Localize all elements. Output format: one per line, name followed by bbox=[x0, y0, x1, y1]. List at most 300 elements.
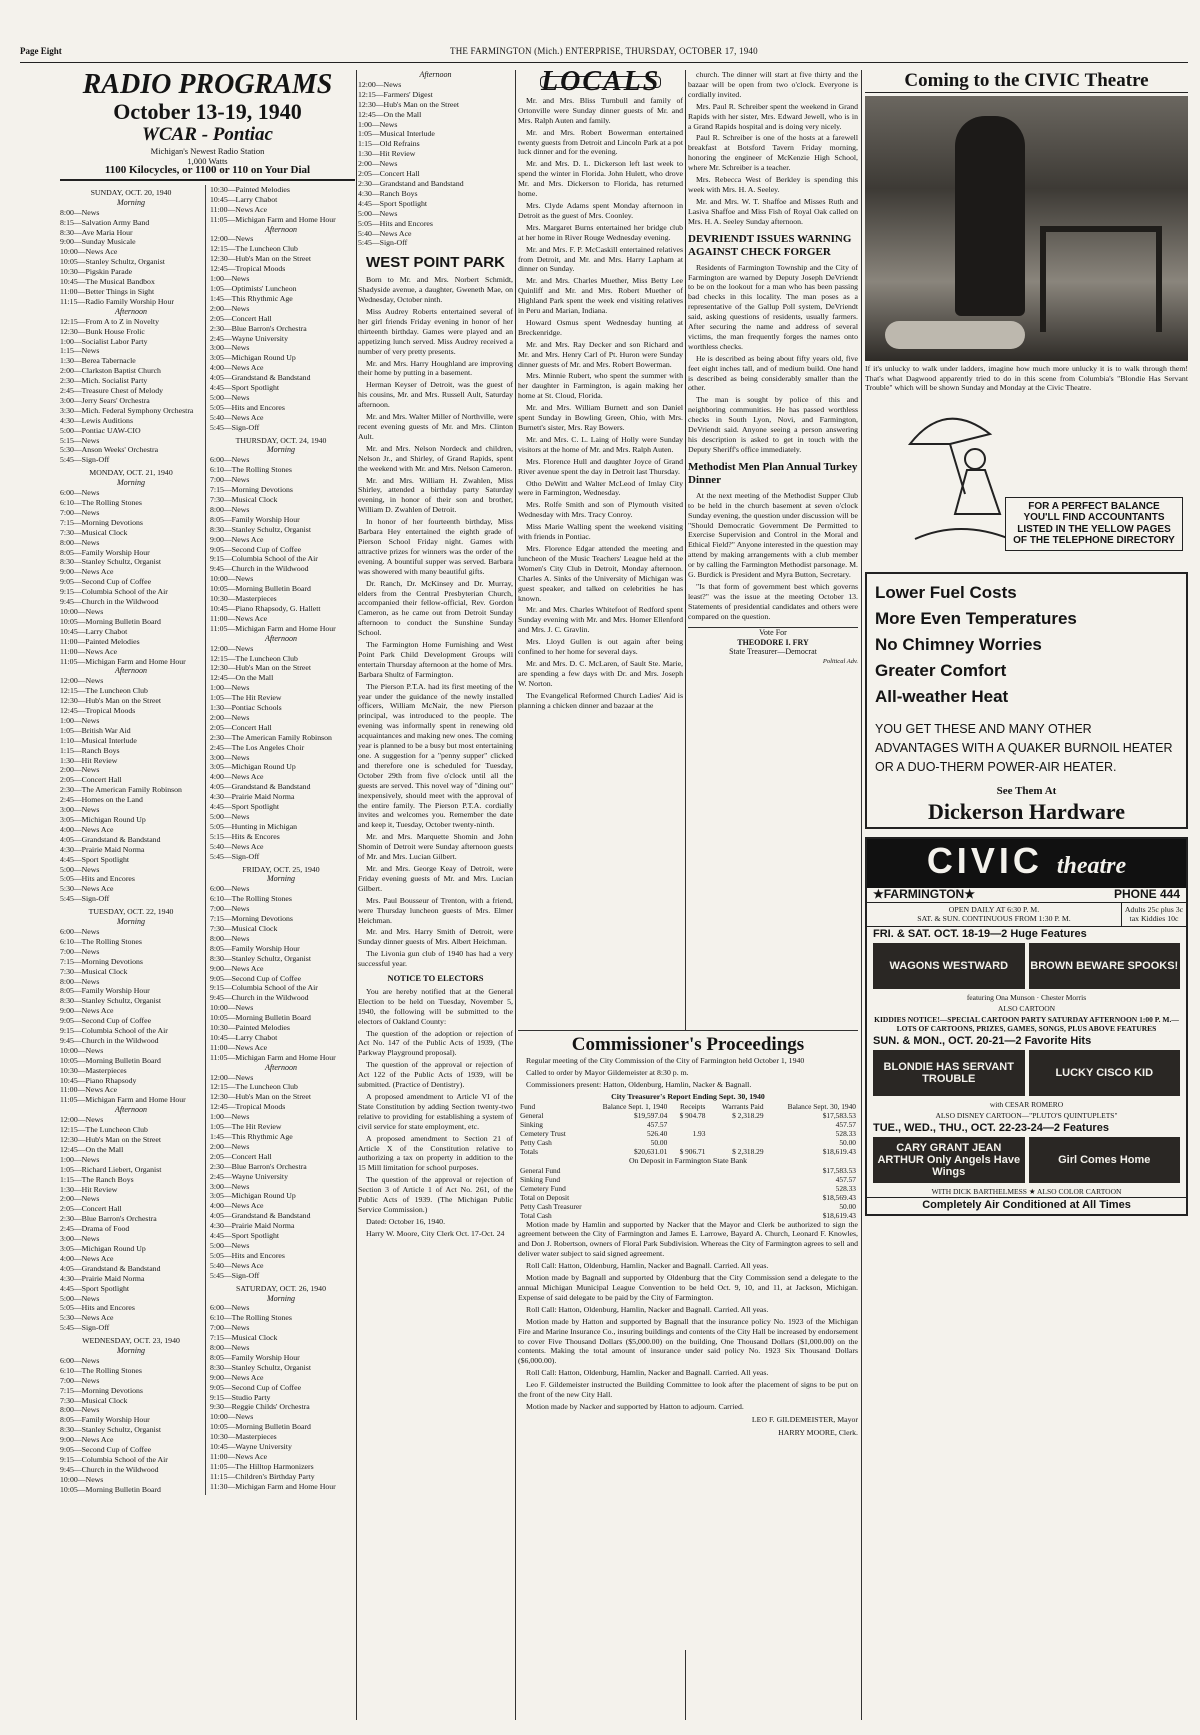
program-entry: 11:00—News Ace bbox=[210, 1042, 268, 1052]
program-entry: 9:00—News Ace bbox=[210, 963, 264, 973]
adv-note: Political Adv. bbox=[822, 658, 858, 666]
program-entry: 2:30—Blue Barron's Orchestra bbox=[60, 1214, 157, 1224]
program-entry: 12:00—News bbox=[210, 234, 254, 244]
paragraph: Mrs. Paul R. Schreiber spent the weekend in Grand Rapids with her sister, Mrs. Edward Jewell, who is in a Grand Rapids hospital and is doing very nicely. bbox=[688, 101, 858, 131]
program-entry: 8:30—Ave Maria Hour bbox=[60, 227, 133, 237]
program-entry: 3:05—Michigan Round Up bbox=[210, 762, 296, 772]
umbrella-woman-illustration bbox=[905, 404, 1015, 554]
paragraph: Mrs. Florence Edgar attended the meeting and luncheon of the Music Teachers' League held at the Women's City Club in Detroit, Monday afternoon. Charles A. Sinks of the University of Michigan was guest speaker, and talked on celebrities he has known. bbox=[518, 543, 683, 603]
program-entry: 2:45—Drama of Food bbox=[60, 1224, 130, 1234]
paragraph: Mr. and Mrs. Walter Miller of Northville, were recent evening guests of Mr. and Mrs. Clinton Ault. bbox=[358, 412, 513, 441]
table-row bbox=[518, 1120, 858, 1129]
locals-heading: LOCALS bbox=[541, 70, 661, 97]
program-entry: 1:00—News bbox=[358, 119, 398, 129]
paragraph: Roll Call: Hatton, Oldenburg, Hamlin, Nacker and Bagnall. Carried. All yeas. bbox=[526, 1304, 769, 1314]
program-entry: 9:00—News Ace bbox=[210, 534, 264, 544]
ads-column bbox=[865, 70, 1188, 1725]
program-entry: 3:00—News bbox=[60, 805, 100, 815]
paragraph: Mrs. Paul Bousseur of Trenton, with a friend, were Thursday luncheon guests of Mrs. Elmer Heichman. bbox=[358, 895, 513, 925]
program-entry: 4:30—Prairie Maid Norma bbox=[210, 792, 295, 802]
program-entry: 3:00—Jerry Sears' Orchestra bbox=[60, 395, 150, 405]
program-entry: 5:00—News bbox=[210, 392, 250, 402]
program-entry: 5:45—Sign-Off bbox=[60, 894, 110, 904]
mayor-signature: LEO F. GILDEMEISTER, Mayor bbox=[751, 1414, 858, 1424]
film-blondie: BLONDIE HAS SERVANT TROUBLE bbox=[873, 1050, 1025, 1096]
paragraph: The question of the adoption or rejection of Act No. 147 of the Public Acts of 1939, (The Parkway Playground proposal). bbox=[358, 1028, 513, 1058]
program-entry: 1:05—Richard Liebert, Organist bbox=[60, 1164, 162, 1174]
table-cell: Petty Cash bbox=[520, 1137, 552, 1147]
program-entry: 10:00—News bbox=[210, 574, 254, 584]
table-row bbox=[518, 1193, 858, 1202]
heater-benefit: Greater Comfort bbox=[875, 660, 1007, 680]
program-entry: 7:15—Morning Devotions bbox=[210, 485, 293, 495]
period-heading: Afternoon bbox=[265, 1062, 297, 1072]
program-entry: 12:45—Tropical Moods bbox=[210, 1102, 286, 1112]
program-entry: 7:30—Musical Clock bbox=[210, 923, 278, 933]
day-heading: TUESDAY, OCT. 22, 1940 bbox=[88, 907, 174, 917]
radio-tagline: Michigan's Newest Radio Station bbox=[150, 146, 265, 156]
paragraph: Miss Audrey Roberts entertained several of her girl friends Friday evening in honor of her thirteenth birthday. Games were played and an appetizing lunch served. Miss Audrey received a number of very pretty presents. bbox=[358, 307, 513, 356]
program-entry: 7:30—Musical Clock bbox=[60, 527, 128, 537]
commissioners-proceedings bbox=[518, 1030, 858, 1650]
program-entry: 2:00—Clarkston Baptist Church bbox=[60, 366, 161, 376]
program-entry: 3:05—Michigan Round Up bbox=[60, 1243, 146, 1253]
program-entry: 12:15—The Luncheon Club bbox=[210, 653, 298, 663]
afternoon-list bbox=[358, 80, 513, 248]
paragraph: The question of the approval or rejection of Section 3 of Article 1 of Act No. 261, of the Public Acts of 1939. (The Michigan Public Service Commission.) bbox=[358, 1175, 513, 1214]
program-entry: 10:05—Morning Bulletin Board bbox=[210, 584, 311, 594]
program-entry: 6:00—News bbox=[60, 488, 100, 498]
program-entry: 2:00—News bbox=[60, 765, 100, 775]
table-cell: 457.57 bbox=[835, 1119, 856, 1129]
column-rule bbox=[356, 70, 357, 1720]
radio-power: 1,000 Watts bbox=[187, 156, 228, 166]
west-point-park-article bbox=[358, 275, 513, 969]
program-entry: 8:05—Family Worship Hour bbox=[210, 514, 300, 524]
paragraph: The Evangelical Reformed Church Ladies' Aid is planning a chicken dinner and bazaar at the bbox=[518, 690, 683, 710]
program-entry: 5:05—Hits and Encores bbox=[60, 1303, 135, 1313]
paragraph: Motion made by Bagnall and supported by Oldenburg that the City Commission send a delegate to the annual Michigan Municipal League Convention to be held Oct. 9, 10, and 11, at Jackson, Michigan. Expense of said delegate to be paid by the City of Farmington. bbox=[518, 1273, 858, 1302]
table-header-cell: Receipts bbox=[679, 1101, 706, 1111]
program-entry: 7:00—News bbox=[210, 904, 250, 914]
table-cell: $20,631.01 bbox=[634, 1146, 668, 1156]
program-entry: 8:05—Family Worship Hour bbox=[210, 943, 300, 953]
program-entry: 2:05—Concert Hall bbox=[60, 775, 122, 785]
program-entry: 1:05—The Hit Review bbox=[210, 693, 282, 703]
program-entry: 9:05—Second Cup of Coffee bbox=[210, 1382, 302, 1392]
program-entry: 1:30—Hit Review bbox=[60, 755, 118, 765]
table-cell: 528.33 bbox=[835, 1183, 856, 1193]
program-entry: 6:10—The Rolling Stones bbox=[60, 1365, 142, 1375]
period-heading: Afternoon bbox=[115, 306, 147, 316]
heater-benefit: More Even Temperatures bbox=[875, 608, 1077, 628]
program-entry: 9:15—Columbia School of the Air bbox=[60, 1455, 168, 1464]
program-entry: 11:00—News Ace bbox=[60, 1085, 118, 1095]
program-entry: 9:15—Studio Party bbox=[210, 1392, 271, 1402]
program-entry: 12:45—Tropical Moods bbox=[60, 706, 136, 716]
program-entry: 10:05—Stanley Schultz, Organist bbox=[60, 257, 165, 267]
period-heading: Afternoon bbox=[265, 224, 297, 234]
program-entry: 3:00—News bbox=[60, 1234, 100, 1244]
program-entry: 11:05—Michigan Farm and Home Hour bbox=[210, 1052, 336, 1062]
program-entry: 12:00—News bbox=[358, 79, 402, 89]
program-entry: 9:00—News Ace bbox=[60, 1006, 114, 1016]
photo-fallen-man bbox=[885, 321, 1025, 349]
program-entry: 8:30—Stanley Schultz, Organist bbox=[210, 1362, 311, 1372]
program-entry: 8:05—Family Worship Hour bbox=[210, 1352, 300, 1362]
program-entry: 4:30—Prairie Maid Norma bbox=[210, 1221, 295, 1231]
program-entry: 2:05—Concert Hall bbox=[210, 722, 272, 732]
program-entry: 9:15—Columbia School of the Air bbox=[60, 587, 168, 597]
table-cell: $17,583.53 bbox=[822, 1165, 856, 1175]
program-entry: 10:45—Larry Chabot bbox=[210, 194, 278, 204]
program-entry: 4:00—News Ace bbox=[210, 772, 264, 782]
program-entry: 4:45—Sport Spotlight bbox=[210, 1231, 280, 1241]
program-entry: 2:00—News bbox=[210, 303, 250, 313]
period-heading: Morning bbox=[267, 1293, 295, 1303]
table-cell: $19,597.04 bbox=[634, 1110, 668, 1120]
program-entry: 1:30—Berea Tabernacle bbox=[60, 356, 136, 366]
paragraph: Paul R. Schreiber is one of the hosts at a farewell breakfast at Botsford Tavern Friday morning, honoring the engineer of McKenzie High School, where Mr. Schreiber is a teacher. bbox=[688, 133, 858, 173]
program-entry: 4:45—Sport Spotlight bbox=[210, 383, 280, 393]
program-entry: 3:00—News bbox=[210, 752, 250, 762]
paragraph: Mr. and Mrs. Bliss Turnbull and family of Ortonville were Sunday dinner guests of Mr. and Mrs. Ralph Auten and family. bbox=[518, 95, 683, 125]
theatre-hours bbox=[867, 903, 1186, 928]
west-point-park-heading: WEST POINT PARK bbox=[366, 254, 505, 272]
table-cell: 50.00 bbox=[650, 1137, 668, 1147]
day-heading: MONDAY, OCT. 21, 1940 bbox=[89, 468, 173, 478]
program-entry: 10:45—Larry Chabot bbox=[210, 1032, 278, 1042]
program-entry: 10:45—The Musical Bandbox bbox=[60, 277, 155, 287]
paragraph: A proposed amendment to Article VI of the State Constitution by adding Section twenty-two relative to providing for establishing a system of civil service for state employment, etc. bbox=[358, 1092, 513, 1131]
program-entry: 12:00—News bbox=[60, 1115, 104, 1125]
schedule-right bbox=[210, 185, 355, 1495]
program-entry: 5:30—News Ace bbox=[60, 884, 114, 894]
candidate-name: THEODORE I. FRY bbox=[737, 637, 809, 647]
program-entry: 5:05—Hits and Encores bbox=[210, 402, 285, 412]
table-header-cell: Balance Sept. 1, 1940 bbox=[602, 1101, 668, 1111]
program-entry: 1:10—Musical Interlude bbox=[60, 735, 137, 745]
program-entry: 11:00—News Ace bbox=[60, 646, 118, 656]
program-entry: 5:40—News Ace bbox=[210, 841, 264, 851]
table-cell: Totals bbox=[520, 1146, 538, 1156]
program-entry: 9:45—Church in the Wildwood bbox=[60, 597, 159, 607]
film-girl-comes-home: Girl Comes Home bbox=[1029, 1137, 1181, 1183]
film-cisco-kid: LUCKY CISCO KID bbox=[1029, 1050, 1181, 1096]
program-entry: 10:45—Wayne University bbox=[210, 1442, 292, 1452]
program-entry: 5:30—Anson Weeks' Orchestra bbox=[60, 445, 159, 455]
locals-continued bbox=[688, 70, 858, 227]
program-entry: 5:45—Sign-Off bbox=[210, 851, 260, 861]
paragraph: Harry W. Moore, City Clerk Oct. 17-Oct. 24 bbox=[366, 1228, 505, 1238]
program-entry: 6:10—The Rolling Stones bbox=[210, 1313, 292, 1323]
masthead bbox=[20, 46, 1188, 60]
treasurer-table bbox=[518, 1102, 858, 1156]
table-header-cell: Fund bbox=[520, 1101, 536, 1111]
paragraph: "Is that form of government best which governs least?" was the issue at the meeting October 13. Statements of presidential candidates and others were compared on the question. bbox=[688, 581, 858, 621]
program-entry: 12:30—Hub's Man on the Street bbox=[210, 1092, 312, 1102]
program-entry: 12:00—News bbox=[60, 676, 104, 686]
heater-benefits bbox=[875, 580, 1178, 710]
schedule bbox=[60, 185, 355, 1495]
period-heading: Afternoon bbox=[265, 633, 297, 643]
deposit-table bbox=[518, 1166, 858, 1220]
program-entry: 12:45—On the Mall bbox=[60, 1144, 124, 1154]
program-entry: 2:45—Wayne University bbox=[210, 333, 288, 343]
table-cell bbox=[669, 1120, 707, 1129]
paragraph: Otho DeWitt and Walter McLeod of Imlay City were in Farmington, Wednesday. bbox=[518, 478, 683, 498]
program-entry: 3:30—Mich. Federal Symphony Orchestra bbox=[60, 405, 194, 415]
deposit-title: On Deposit in Farmington State Bank bbox=[628, 1155, 748, 1165]
program-entry: 4:45—Sport Spotlight bbox=[60, 1283, 130, 1293]
paragraph: Mr. and Mrs. Robert Bowerman entertained twenty guests from Detroit and Lincoln Park at a pot luck dinner and for the evening. bbox=[518, 127, 683, 157]
paragraph: Commissioners present: Hatton, Oldenburg, Hamlin, Nacker & Bagnall. bbox=[526, 1079, 752, 1089]
paragraph: The man is sought by police of this and neighboring communities. He has passed worthless checks in South Lyon, Novi, and Farmington, DeVriendt said. Anyone seeing a person answering his description is asked to get in touch with the Deputy Sheriff's office immediately. bbox=[688, 395, 858, 454]
table-cell: $ 2,318.29 bbox=[732, 1146, 764, 1156]
table-cell: $ 2,318.29 bbox=[732, 1110, 764, 1120]
schedule-left bbox=[60, 185, 206, 1495]
paragraph: Mr. and Mrs. Nelson Nordeck and children, Nelson Jr., and Shirley, of Grand Rapids, spent the weekend with Mr. and Mrs. Nelson Cameron. bbox=[358, 443, 513, 473]
paragraph: The Pierson P.T.A. had its first meeting of the year under the guidance of the newly installed officers, William McNair, the new Pierson principal, was introduced to the people. The evening was informally spent in renewing old acquaintances and making new ones. The coming year is planned to be a busy but most entertaining one. A suggestion for a "penny supper" clicked and therefore one is scheduled for Tuesday, October 29th from five o'clock until all the guests are served. This novel way of "dining out" inexpensively, should meet with the approval of the entire family. The Pierson P.T.A. cordially invites and welcomes you. Remember the date and keep it, Tuesday, October twenty-ninth. bbox=[358, 681, 513, 830]
paragraph: Mr. and Mrs. Harry Smith of Detroit, were Sunday dinner guests of Mrs. Albert Heichman. bbox=[358, 927, 513, 947]
day-heading: SATURDAY, OCT. 26, 1940 bbox=[236, 1283, 326, 1293]
program-entry: 5:15—News bbox=[60, 435, 100, 445]
program-entry: 1:15—Old Refrains bbox=[358, 139, 420, 149]
telephone-directory-ad bbox=[865, 399, 1188, 564]
program-entry: 2:45—Wayne University bbox=[210, 1171, 288, 1181]
program-entry: 1:45—This Rhythmic Age bbox=[210, 1132, 293, 1141]
program-entry: 8:00—News bbox=[60, 976, 100, 986]
paragraph: Dated: October 16, 1940. bbox=[366, 1216, 446, 1226]
program-entry: 5:00—News bbox=[210, 812, 250, 821]
motions bbox=[518, 1220, 858, 1412]
program-entry: 6:00—News bbox=[210, 884, 250, 894]
heater-benefit: All-weather Heat bbox=[875, 686, 1009, 706]
program-entry: 5:40—News Ace bbox=[210, 1260, 264, 1270]
page-number: Page Eight bbox=[20, 46, 62, 56]
program-entry: 2:30—The American Family Robinson bbox=[60, 785, 182, 795]
program-entry: 2:05—Concert Hall bbox=[60, 1204, 122, 1214]
program-entry: 4:05—Grandstand & Bandstand bbox=[210, 373, 311, 383]
paragraph: Mr. and Mrs. F. P. McCaskill entertained relatives from Detroit, and Mr. and Mrs. Harry Lapham at dinner on Sunday. bbox=[518, 244, 683, 274]
program-entry: 9:05—Second Cup of Coffee bbox=[60, 1016, 152, 1026]
program-entry: 10:30—Pigskin Parade bbox=[60, 267, 133, 277]
program-entry: 11:00—News Ace bbox=[210, 204, 268, 214]
table-row bbox=[518, 1129, 858, 1138]
radio-station: WCAR - Pontiac bbox=[142, 124, 273, 145]
program-entry: 5:05—Hits and Encores bbox=[358, 218, 433, 228]
film4-cast: with CESAR ROMERO bbox=[989, 1100, 1064, 1110]
table-cell: $ 906.71 bbox=[679, 1146, 706, 1156]
program-entry: 11:00—Painted Melodies bbox=[60, 636, 140, 646]
program-entry: 2:05—Concert Hall bbox=[210, 313, 272, 323]
program-entry: 9:15—Columbia School of the Air bbox=[210, 983, 318, 993]
program-entry: 11:05—Michigan Farm and Home Hour bbox=[210, 623, 336, 633]
heater-ad bbox=[865, 572, 1188, 829]
see-them-at: See Them At bbox=[996, 784, 1057, 797]
table-cell bbox=[669, 1138, 707, 1147]
program-entry: 12:30—Hub's Man on the Street bbox=[358, 99, 460, 109]
program-entry: 7:30—Musical Clock bbox=[60, 1395, 128, 1405]
program-entry: 12:00—News bbox=[210, 643, 254, 653]
program-entry: 12:15—From A to Z in Novelty bbox=[60, 316, 159, 326]
running-head: THE FARMINGTON (Mich.) ENTERPRISE, THURSDAY, OCTOBER 17, 1940 bbox=[450, 46, 758, 56]
program-entry: 5:30—News Ace bbox=[60, 1313, 114, 1323]
program-entry: 11:30—Michigan Farm and Home Hour bbox=[210, 1481, 336, 1491]
program-entry: 11:05—Michigan Farm and Home Hour bbox=[60, 656, 186, 666]
day-heading: WEDNESDAY, OCT. 23, 1940 bbox=[82, 1336, 180, 1346]
program-entry: 7:30—Musical Clock bbox=[60, 966, 128, 976]
store-name: Dickerson Hardware bbox=[928, 798, 1125, 824]
program-entry: 4:05—Grandstand & Bandstand bbox=[210, 1211, 311, 1221]
program-entry: 9:15—Columbia School of the Air bbox=[60, 1026, 168, 1036]
program-entry: 12:00—News bbox=[210, 1072, 254, 1082]
program-entry: 2:45—Treasure Chest of Melody bbox=[60, 386, 164, 396]
program-entry: 5:45—Sign-Off bbox=[60, 455, 110, 465]
program-entry: 12:30—Bunk House Frolic bbox=[60, 326, 145, 336]
program-entry: 10:00—News bbox=[60, 606, 104, 616]
table-cell: Total on Deposit bbox=[520, 1192, 570, 1202]
program-entry: 10:00—News Ace bbox=[60, 247, 118, 257]
program-entry: 12:15—The Luncheon Club bbox=[210, 244, 298, 254]
program-entry: 12:15—The Luncheon Club bbox=[60, 1125, 148, 1135]
program-entry: 4:05—Grandstand & Bandstand bbox=[60, 834, 161, 844]
paragraph: You are hereby notified that at the General Election to be held on Tuesday, November 5, 1940, the following will be submitted to the electors of Oakland County: bbox=[358, 986, 513, 1026]
program-entry: 3:00—News bbox=[210, 1181, 250, 1191]
program-entry: 5:00—Pontiac UAW-CIO bbox=[60, 425, 141, 435]
program-entry: 7:15—Morning Devotions bbox=[60, 517, 143, 527]
paragraph: At the next meeting of the Methodist Supper Club to be held in the church basement at seven o'clock Sunday evening, the question under discussion will be "Should Democratic Government De Permitted to Exercise Supervision and Control in the Moral and Ethical Field?" Anyone interested in the question may attend by making arrangements with a club member or by calling the Farmington Methodist parsonage. M. G. Burdick is President and Myra Button, Secretary. bbox=[688, 490, 858, 580]
day-heading: THURSDAY, OCT. 24, 1940 bbox=[235, 435, 327, 445]
program-entry: 7:15—Morning Devotions bbox=[60, 1385, 143, 1395]
day-heading: FRIDAY, OCT. 25, 1940 bbox=[242, 864, 320, 874]
program-entry: 5:00—News bbox=[358, 208, 398, 218]
table-header bbox=[518, 1102, 858, 1111]
program-entry: 5:45—Sign-Off bbox=[358, 238, 408, 248]
program-entry: 10:30—Masterpieces bbox=[60, 1065, 127, 1075]
program-entry: 4:05—Grandstand & Bandstand bbox=[210, 782, 311, 792]
program-entry: 12:45—On the Mall bbox=[358, 109, 422, 119]
program-entry: 11:15—Children's Birthday Party bbox=[210, 1471, 315, 1481]
forger-heading: DEVRIENDT ISSUES WARNING AGAINST CHECK FORGER bbox=[688, 232, 852, 258]
program-entry: 11:00—News Ace bbox=[210, 613, 268, 623]
table-cell: 1.93 bbox=[692, 1128, 706, 1138]
program-entry: 12:30—Hub's Man on the Street bbox=[60, 696, 162, 706]
program-entry: 2:30—Blue Barron's Orchestra bbox=[210, 323, 307, 333]
program-entry: 1:15—News bbox=[60, 346, 100, 356]
film-brown-beware: BROWN BEWARE SPOOKS! bbox=[1029, 943, 1181, 989]
program-entry: 4:45—Sport Spotlight bbox=[210, 802, 280, 812]
program-entry: 10:00—News bbox=[210, 1003, 254, 1013]
program-entry: 6:00—News bbox=[60, 926, 100, 936]
program-entry: 4:05—Grandstand & Bandstand bbox=[60, 1263, 161, 1273]
table-cell: $ 904.78 bbox=[679, 1110, 706, 1120]
methodist-heading: Methodist Men Plan Annual Turkey Dinner bbox=[688, 460, 858, 486]
program-entry: 1:45—This Rhythmic Age bbox=[210, 293, 293, 303]
paragraph: Mr. and Mrs. William Burnett and son Daniel spent Sunday in Bowling Green, Ohio, with Mrs. Burnett's sister, Mrs. Ray Bowers. bbox=[518, 403, 683, 432]
program-entry: 11:00—News Ace bbox=[210, 1452, 268, 1461]
table-cell: 526.40 bbox=[646, 1128, 668, 1138]
period-heading: Morning bbox=[117, 917, 145, 927]
program-entry: 5:05—Hits and Encores bbox=[210, 1250, 285, 1260]
program-entry: 9:05—Second Cup of Coffee bbox=[60, 1445, 152, 1455]
civic-logo-script: theatre bbox=[1056, 852, 1127, 879]
program-entry: 9:30—Reggie Childs' Orchestra bbox=[210, 1402, 310, 1412]
table-header-cell: Balance Sept. 30, 1940 bbox=[787, 1101, 856, 1111]
program-entry: 5:15—Hits & Encores bbox=[210, 831, 280, 841]
program-entry: 1:30—Hit Review bbox=[358, 149, 416, 159]
program-entry: 9:15—Columbia School of the Air bbox=[210, 554, 318, 564]
program-entry: 5:45—Sign-Off bbox=[210, 1270, 260, 1280]
table-row bbox=[518, 1184, 858, 1193]
movie-still-photo bbox=[865, 96, 1188, 361]
program-entry: 12:15—The Luncheon Club bbox=[210, 1082, 298, 1092]
political-ad bbox=[688, 627, 858, 668]
program-entry: 8:00—News bbox=[210, 504, 250, 514]
paragraph: Mr. and Mrs. George Keay of Detroit, were Friday evening guests of Mr. and Mrs. Lucian Gilbert. bbox=[358, 863, 513, 893]
program-entry: 1:00—Socialist Labor Party bbox=[60, 336, 148, 346]
program-entry: 1:05—British War Aid bbox=[60, 725, 131, 735]
table-row bbox=[518, 1202, 858, 1211]
program-entry: 9:45—Church in the Wildwood bbox=[60, 1464, 159, 1474]
top-rule bbox=[20, 62, 1188, 63]
paragraph: Mr. and Mrs. C. L. Laing of Holly were Sunday visitors at the home of Mr. and Mrs. Ralph Auten. bbox=[518, 434, 683, 454]
program-entry: 3:05—Michigan Round Up bbox=[60, 815, 146, 824]
paragraph: Mr. and Mrs. Marquette Shomin and John Shomin of Detroit were Sunday afternoon guests of Mr. and Mrs. Lucian Gilbert. bbox=[358, 832, 513, 862]
program-entry: 1:00—News bbox=[60, 715, 100, 725]
program-entry: 2:00—News bbox=[210, 712, 250, 722]
civic-logo bbox=[867, 839, 1186, 888]
program-entry: 2:05—Concert Hall bbox=[358, 169, 420, 179]
table-cell: Total Cash bbox=[520, 1210, 552, 1220]
paragraph: Mrs. Clyde Adams spent Monday afternoon in Detroit as the guest of Mrs. Coonley. bbox=[518, 200, 683, 220]
program-entry: 10:05—Morning Bulletin Board bbox=[60, 1055, 161, 1065]
program-entry: 9:45—Church in the Wildwood bbox=[210, 993, 309, 1003]
paragraph: Roll Call: Hatton, Oldenburg, Hamlin, Nacker and Bagnall. Carried. All yeas. bbox=[526, 1261, 769, 1271]
table-header-cell: Warrants Paid bbox=[722, 1101, 764, 1111]
column-two bbox=[358, 70, 513, 1725]
paragraph: Regular meeting of the City Commission of the City of Farmington held October 1, 1940 bbox=[526, 1056, 805, 1065]
program-entry: 5:45—Sign-Off bbox=[210, 422, 260, 432]
table-row bbox=[518, 1166, 858, 1175]
paragraph: Roll Call: Hatton, Oldenburg, Hamlin, Nacker and Bagnall. Carried. All yeas. bbox=[526, 1368, 769, 1378]
theatre-bar bbox=[867, 888, 1186, 903]
sun-mon-heading: SUN. & MON., OCT. 20-21—2 Favorite Hits bbox=[873, 1035, 1092, 1048]
program-entry: 9:45—Church in the Wildwood bbox=[60, 1035, 159, 1045]
theatre-town: ★FARMINGTON★ bbox=[873, 886, 975, 901]
program-entry: 1:15—Ranch Boys bbox=[60, 745, 120, 755]
treasurer-report-title: City Treasurer's Report Ending Sept. 30, 1940 bbox=[611, 1091, 765, 1101]
paragraph: Mr. and Mrs. Ray Decker and son Richard and Mr. and Mrs. Henry Carl of Pt. Huron were Sunday dinner guests of Mr. and Mrs. Robert Bowerman. bbox=[518, 339, 683, 369]
program-entry: 4:00—News Ace bbox=[210, 363, 264, 373]
paragraph: The question of the approval or rejection of Act 122 of the Public Acts of 1939, will be submitted. (Practice of Dentistry). bbox=[358, 1060, 513, 1090]
paragraph: Miss Marie Walling spent the weekend visiting with friends in Pontiac. bbox=[518, 522, 683, 542]
program-entry: 8:30—Stanley Schultz, Organist bbox=[210, 953, 311, 963]
program-entry: 3:05—Michigan Round Up bbox=[210, 1191, 296, 1201]
heater-body: YOU GET THESE AND MANY OTHER ADVANTAGES WITH A QUAKER BURNOIL HEATER OR A DUO-THERM POWER-AIR HEATER. bbox=[875, 721, 1173, 774]
tue-thu-heading: TUE., WED., THU., OCT. 22-23-24—2 Features bbox=[873, 1122, 1109, 1135]
program-entry: 7:00—News bbox=[60, 1375, 100, 1385]
program-entry: 6:00—News bbox=[210, 455, 250, 465]
paragraph: Mrs. Rebecca West of Berkley is spending this week with Mrs. H. A. Seeley. bbox=[688, 175, 858, 194]
column-rule bbox=[515, 70, 516, 1720]
proceedings-intro bbox=[518, 1056, 858, 1090]
program-entry: 6:10—The Rolling Stones bbox=[210, 894, 292, 904]
program-entry: 8:30—Stanley Schultz, Organist bbox=[60, 557, 161, 567]
table-cell: Cemetery Trust bbox=[520, 1128, 566, 1138]
forger-article bbox=[688, 263, 858, 455]
program-entry: 2:05—Concert Hall bbox=[210, 1151, 272, 1161]
